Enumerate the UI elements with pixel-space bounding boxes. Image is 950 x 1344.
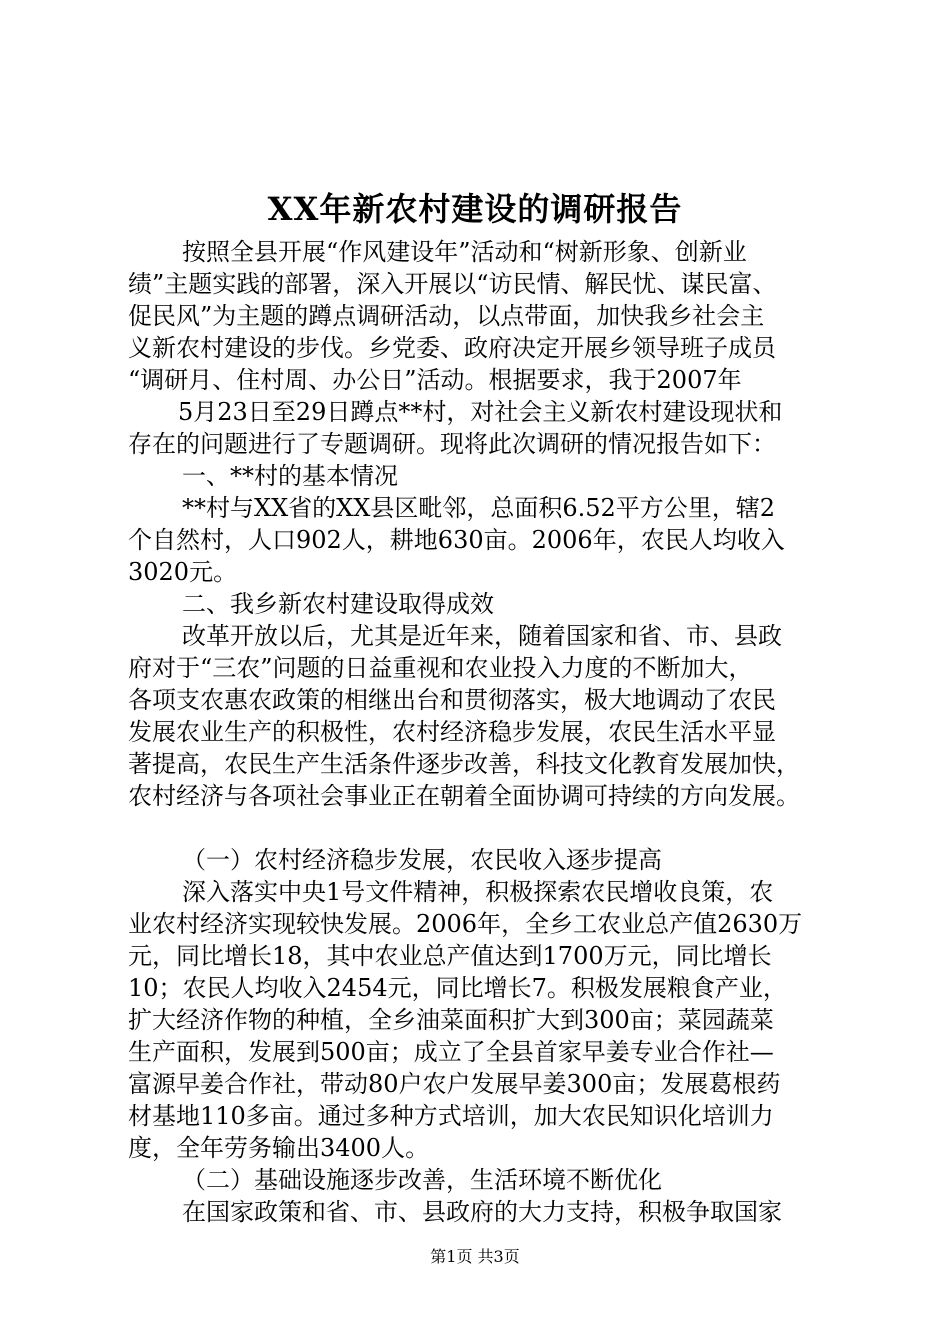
paragraph-line: 义新农村建设的步伐。乡党委、政府决定开展乡领导班子成员 [128,334,776,362]
paragraph-line: 各项支农惠农政策的相继出台和贯彻落实，极大地调动了农民 [128,686,776,714]
paragraph-line: 著提高，农民生产生活条件逐步改善，科技文化教育发展加快， [128,750,800,778]
paragraph-line: 业农村经济实现较快发展。2006年，全乡工农业总产值2630万 [128,910,803,938]
paragraph-line: 农村经济与各项社会事业正在朝着全面协调可持续的方向发展。 [128,782,800,810]
paragraph-line: 3020元。 [128,558,238,586]
paragraph-line: 绩”主题实践的部署，深入开展以“访民情、解民忧、谋民富、 [128,270,777,298]
section-heading: 二、我乡新农村建设取得成效 [182,590,494,618]
paragraph-line: 10；农民人均收入2454元，同比增长7。积极发展粮食产业， [128,974,787,1002]
paragraph-line: 促民风”为主题的蹲点调研活动，以点带面，加快我乡社会主 [128,302,765,330]
paragraph-line: **村与XX省的XX县区毗邻，总面积6.52平方公里，辖2 [182,494,776,522]
paragraph-line: 扩大经济作物的种植，全乡油菜面积扩大到300亩；菜园蔬菜 [128,1006,774,1034]
paragraph-line: 度，全年劳务输出3400人。 [128,1134,430,1162]
paragraph-line: 按照全县开展“作风建设年”活动和“树新形象、创新业 [182,238,747,266]
subsection-heading: （一）农村经济稳步发展，农民收入逐步提高 [182,846,662,874]
subsection-heading: （二）基础设施逐步改善，生活环境不断优化 [182,1166,662,1194]
paragraph-line: 存在的问题进行了专题调研。现将此次调研的情况报告如下： [128,430,776,458]
paragraph-line: 富源早姜合作社，带动80户农户发展早姜300亩；发展葛根药 [128,1070,781,1098]
document-title: XX年新农村建设的调研报告 [267,190,683,228]
paragraph-line: 元，同比增长18，其中农业总产值达到1700万元，同比增长 [128,942,772,970]
paragraph-line: 个自然村，人口902人，耕地630亩。2006年，农民人均收入 [128,526,785,554]
paragraph-line: 在国家政策和省、市、县政府的大力支持，积极争取国家 [182,1198,782,1226]
paragraph-line: 生产面积，发展到500亩；成立了全县首家早姜专业合作社— [128,1038,774,1066]
paragraph-line: 改革开放以后，尤其是近年来，随着国家和省、市、县政 [182,622,782,650]
paragraph-line: 发展农业生产的积极性，农村经济稳步发展，农民生活水平显 [128,718,776,746]
paragraph-line: 5月23日至29日蹲点**村，对社会主义新农村建设现状和 [178,398,783,426]
page-footer: 第1页 共3页 [430,1247,520,1266]
paragraph-line: “调研月、住村周、办公日”活动。根据要求，我于2007年 [128,366,742,394]
paragraph-line: 深入落实中央1号文件精神，积极探索农民增收良策，农 [182,878,774,906]
paragraph-line: 府对于“三农”问题的日益重视和农业投入力度的不断加大， [128,654,753,682]
paragraph-line: 材基地110多亩。通过多种方式培训，加大农民知识化培训力 [128,1102,774,1130]
section-heading: 一、**村的基本情况 [182,462,398,490]
